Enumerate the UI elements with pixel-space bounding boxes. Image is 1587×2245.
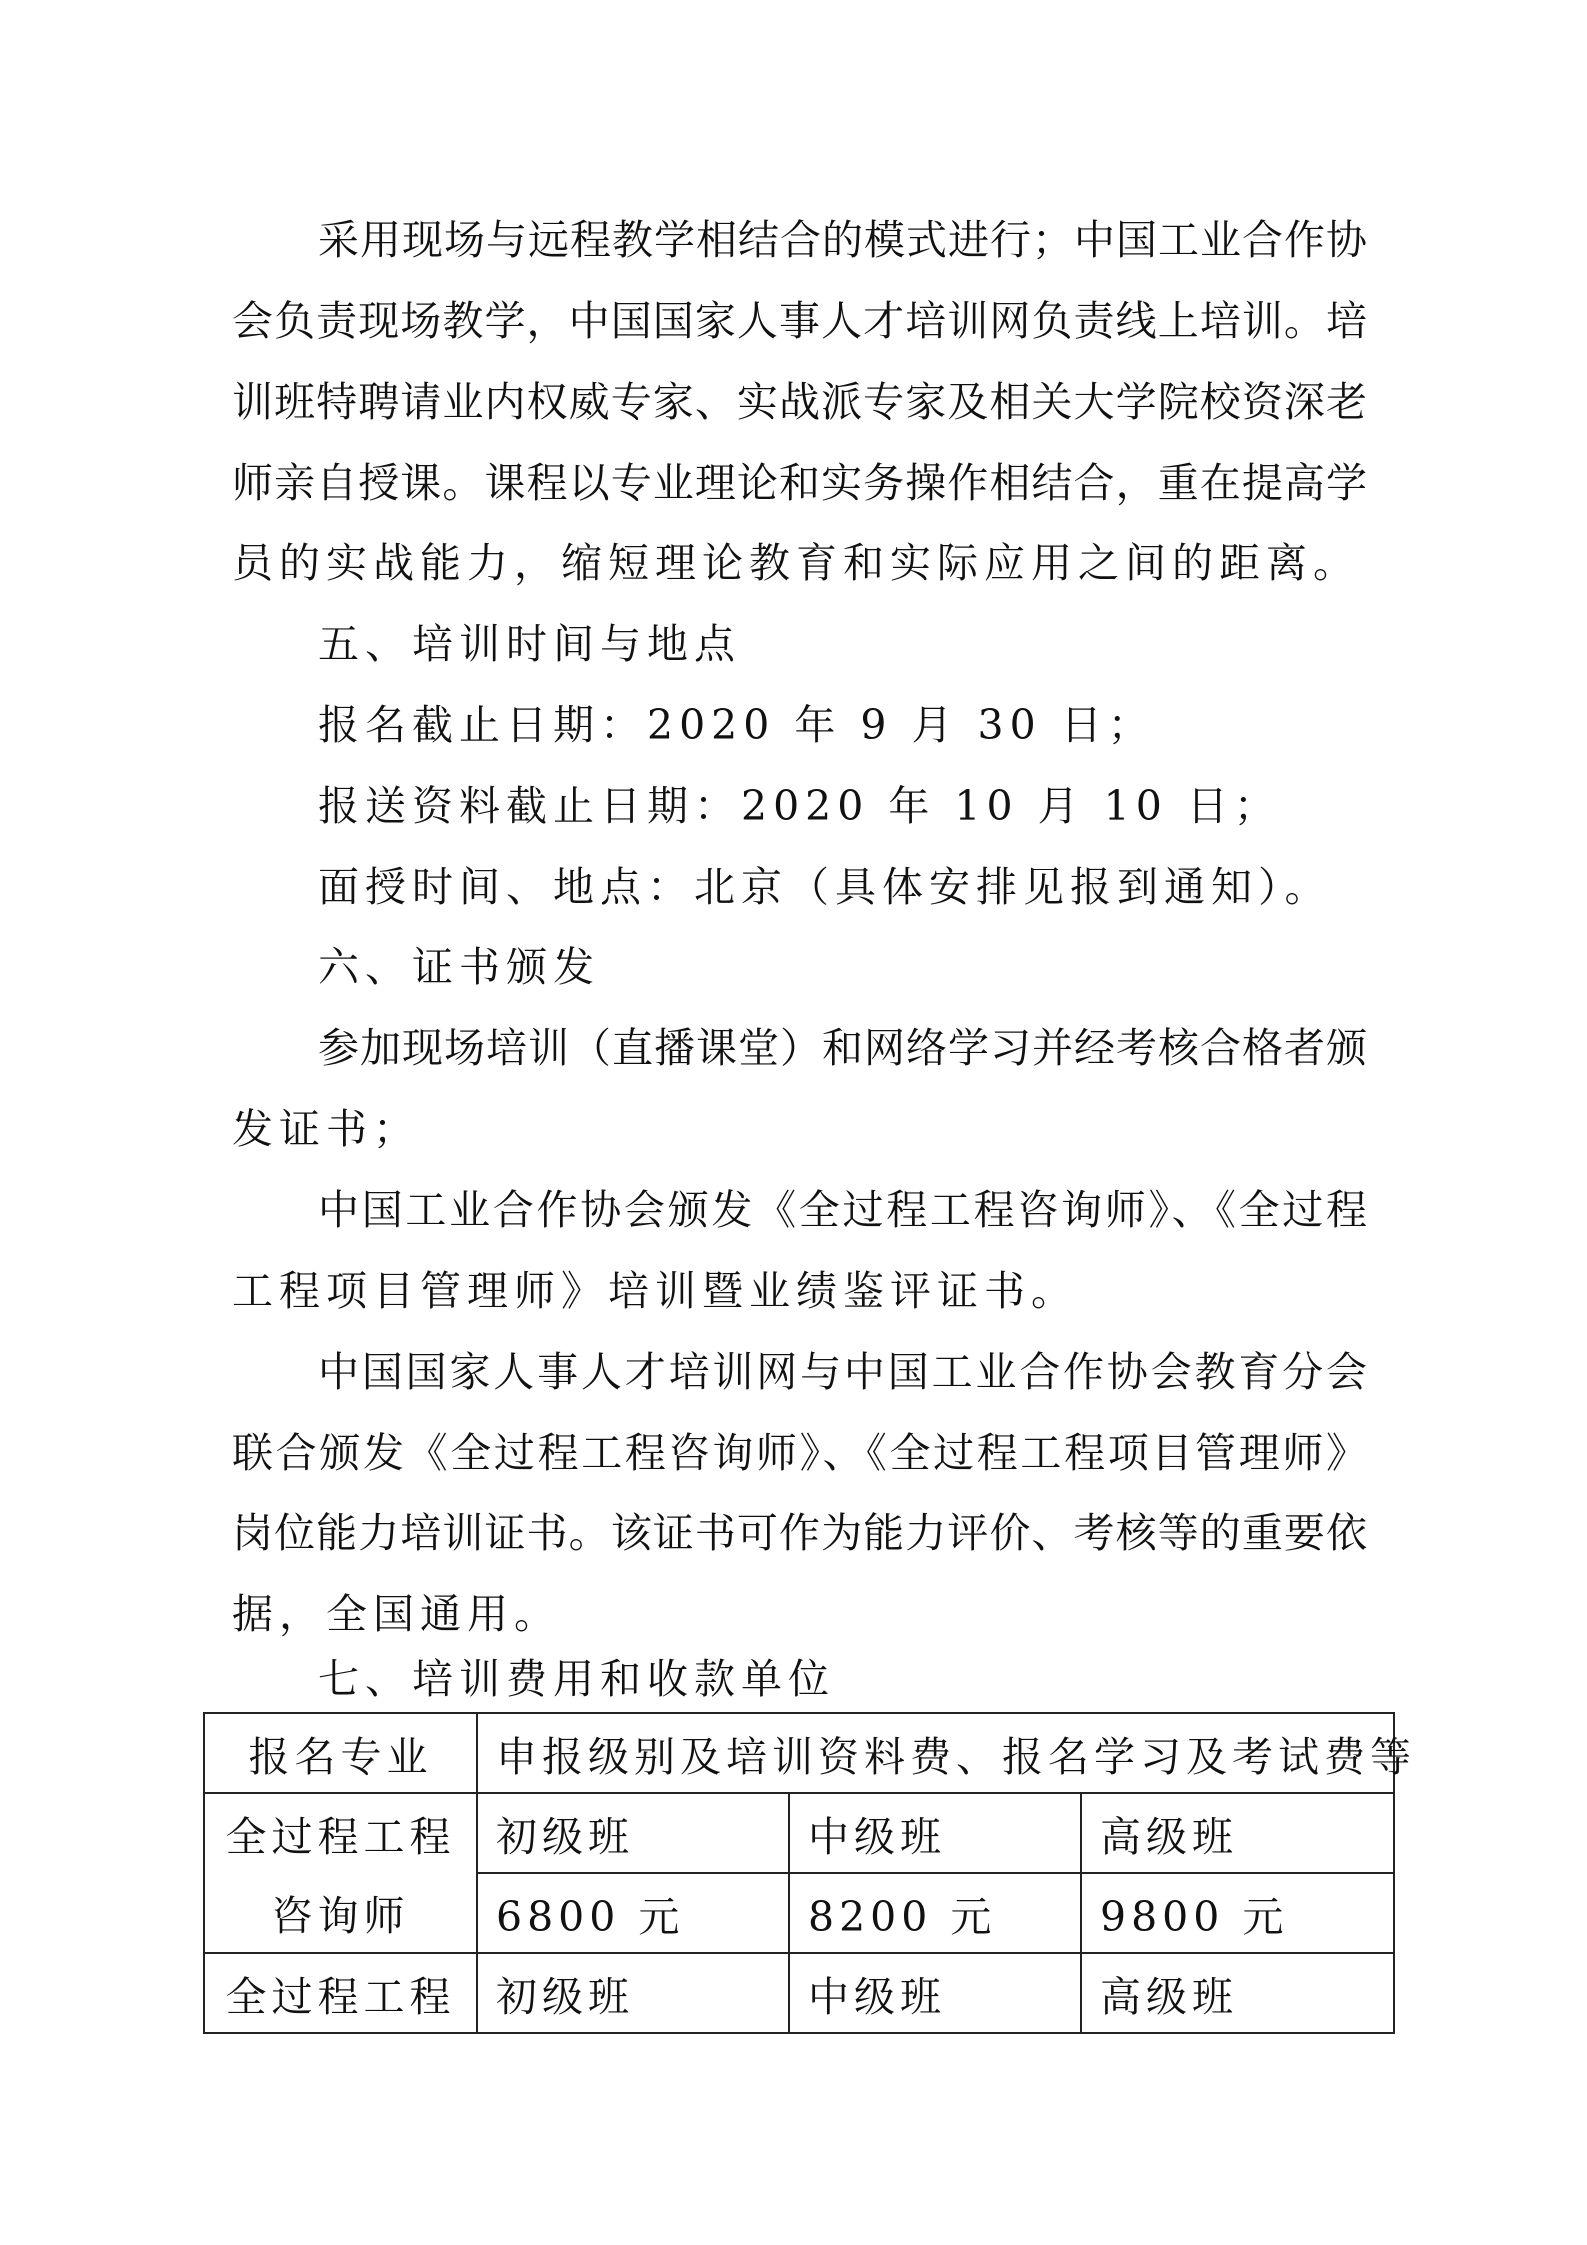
fee-table — [203, 1712, 1416, 2034]
paragraph-line: 会负责现场教学，中国国家人事人才培训网负责线上培训。培 — [232, 297, 1367, 345]
table-row — [204, 1873, 1394, 1953]
table-cell-major: 全过程工程 — [204, 1953, 477, 2033]
paragraph-line: 师亲自授课。课程以专业理论和实务操作相结合，重在提高学 — [232, 459, 1367, 507]
paragraph-line: 发证书； — [232, 1105, 420, 1153]
section-heading: 七、培训费用和收款单位 — [318, 1655, 835, 1703]
table-cell-price: 8200 元 — [789, 1873, 1081, 1953]
paragraph-line: 报送资料截止日期：2020 年 10 月 10 日； — [318, 782, 1281, 830]
table-cell-level: 中级班 — [789, 1953, 1081, 2033]
paragraph-line: 员的实战能力，缩短理论教育和实际应用之间的距离。 — [232, 539, 1360, 587]
section-heading: 六、证书颁发 — [318, 943, 600, 991]
table-header-cell: 申报级别及培训资料费、报名学习及考试费等 — [477, 1713, 1394, 1793]
table-header-cell: 报名专业 — [204, 1713, 477, 1793]
table-cell-price: 9800 元 — [1081, 1873, 1394, 1953]
paragraph-line: 面授时间、地点：北京（具体安排见报到通知）。 — [318, 863, 1332, 911]
table-cell-level: 高级班 — [1081, 1793, 1394, 1873]
paragraph-line: 联合颁发《全过程工程咨询师》、《全过程工程项目管理师》 — [232, 1429, 1367, 1477]
paragraph-line: 岗位能力培训证书。该证书可作为能力评价、考核等的重要依 — [232, 1509, 1367, 1557]
table-cell-level: 初级班 — [477, 1953, 789, 2033]
section-heading: 五、培训时间与地点 — [318, 620, 741, 668]
paragraph-line: 中国国家人事人才培训网与中国工业合作协会教育分会 — [318, 1348, 1367, 1396]
table-cell-level: 高级班 — [1081, 1953, 1394, 2033]
table-header-row — [204, 1713, 1394, 1793]
table-cell-major: 咨询师 — [204, 1873, 477, 1953]
table-cell-level: 中级班 — [789, 1793, 1081, 1873]
paragraph-line: 训班特聘请业内权威专家、实战派专家及相关大学院校资深老 — [232, 378, 1367, 426]
paragraph-line: 采用现场与远程教学相结合的模式进行；中国工业合作协 — [318, 216, 1367, 264]
paragraph-line: 工程项目管理师》培训暨业绩鉴评证书。 — [232, 1267, 1078, 1315]
paragraph-line: 中国工业合作协会颁发《全过程工程咨询师》、《全过程 — [318, 1186, 1367, 1234]
table-row — [204, 1793, 1394, 1873]
paragraph-line: 据，全国通用。 — [232, 1590, 561, 1638]
table-cell-major: 全过程工程 — [204, 1793, 477, 1873]
paragraph-line: 参加现场培训（直播课堂）和网络学习并经考核合格者颁 — [318, 1024, 1367, 1072]
table-row — [204, 1953, 1394, 2033]
paragraph-line: 报名截止日期：2020 年 9 月 30 日； — [318, 701, 1155, 749]
table-cell-level: 初级班 — [477, 1793, 789, 1873]
table-cell-price: 6800 元 — [477, 1873, 789, 1953]
